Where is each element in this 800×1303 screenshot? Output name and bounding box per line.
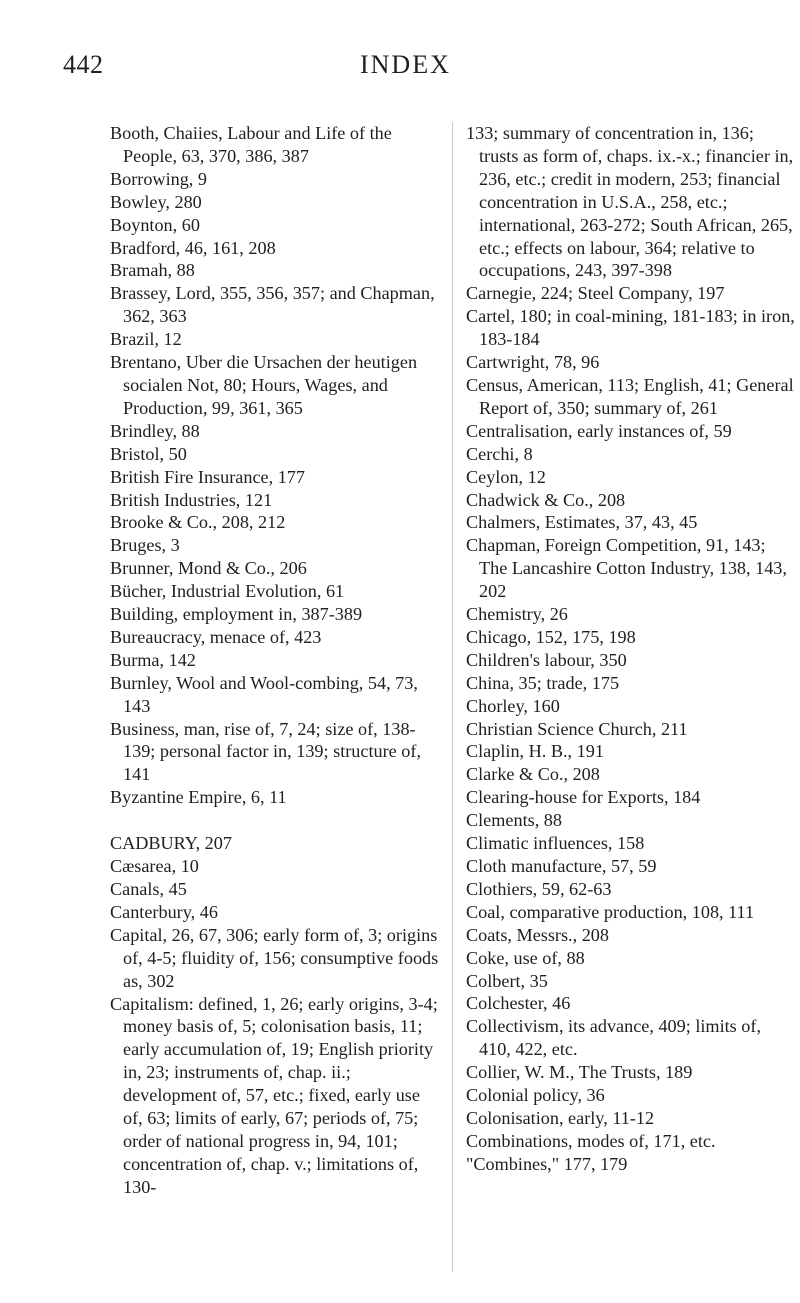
index-entry: Coke, use of, 88 xyxy=(466,947,585,968)
index-entry: Clothiers, 59, 62-63 xyxy=(466,878,612,899)
index-entry: Colonisation, early, 11-12 xyxy=(466,1107,655,1128)
index-entry: Bristol, 50 xyxy=(110,443,187,464)
index-entry: Borrowing, 9 xyxy=(110,168,207,189)
page-title: INDEX xyxy=(360,50,451,79)
index-entry: Clearing-house for Exports, 184 xyxy=(466,787,701,808)
index-entry: Brindley, 88 xyxy=(110,420,200,441)
index-entry: Claplin, H. B., 191 xyxy=(466,741,604,762)
index-entry: Bradford, 46, 161, 208 xyxy=(110,237,276,258)
index-entry: Clements, 88 xyxy=(466,810,562,831)
index-entry: Chemistry, 26 xyxy=(466,604,568,625)
index-entry: Bureaucracy, menace of, 423 xyxy=(110,626,322,647)
index-entry: Chorley, 160 xyxy=(466,695,560,716)
index-entry: Colchester, 46 xyxy=(466,993,571,1014)
index-entry: Cerchi, 8 xyxy=(466,443,533,464)
right-index-column xyxy=(466,122,800,1176)
index-entry: Chalmers, Estimates, 37, 43, 45 xyxy=(466,512,698,533)
index-entry: Capitalism: defined, 1, 26; early origins, 3-4; money basis of, 5; colonisation basis, 11; early accumulation of, 19; English priority in, 23; instruments of, chap. ii.; development of, 57, etc.; fixed, early use of, 63; limits of early, 67; periods of, 75; order of national progress in, 94, 101; concentration of, chap. v.; limitations of, 130- xyxy=(110,993,443,1197)
index-entry: Canterbury, 46 xyxy=(110,901,218,922)
index-entry: Chadwick & Co., 208 xyxy=(466,489,626,510)
index-entry: Chapman, Foreign Competition, 91, 143; The Lancashire Cotton Industry, 138, 143, 202 xyxy=(466,535,792,602)
index-entry: Brentano, Uber die Ursachen der heutigen socialen Not, 80; Hours, Wages, and Production, 99, 361, 365 xyxy=(110,352,422,418)
left-index-column xyxy=(110,122,443,1199)
index-entry: Colbert, 35 xyxy=(466,970,548,991)
index-entry: "Combines," 177, 179 xyxy=(466,1153,628,1174)
section-spacer xyxy=(110,809,440,832)
index-entry: China, 35; trade, 175 xyxy=(466,672,620,693)
index-entry: Colonial policy, 36 xyxy=(466,1085,605,1106)
index-entry: Combinations, modes of, 171, etc. xyxy=(466,1130,716,1151)
column-divider xyxy=(452,122,453,1272)
index-entry: Byzantine Empire, 6, 11 xyxy=(110,787,287,808)
index-entry: Brassey, Lord, 355, 356, 357; and Chapman, 362, 363 xyxy=(110,283,440,327)
index-entry: Brazil, 12 xyxy=(110,329,182,350)
index-entry: Bücher, Industrial Evolution, 61 xyxy=(110,581,345,602)
index-entry: Cartwright, 78, 96 xyxy=(466,352,600,373)
index-entry: CADBURY, 207 xyxy=(110,833,232,854)
index-entry: Children's labour, 350 xyxy=(466,649,627,670)
index-entry: Capital, 26, 67, 306; early form of, 3; origins of, 4-5; fluidity of, 156; consumptive foods as, 302 xyxy=(110,924,443,991)
page-number: 442 xyxy=(63,50,104,79)
index-entry: Coal, comparative production, 108, 111 xyxy=(466,901,755,922)
index-entry: Collectivism, its advance, 409; limits of, 410, 422, etc. xyxy=(466,1016,766,1060)
index-entry: Bruges, 3 xyxy=(110,535,180,556)
index-entry: Brooke & Co., 208, 212 xyxy=(110,512,286,533)
index-entry: Carnegie, 224; Steel Company, 197 xyxy=(466,283,725,304)
index-entry: Building, employment in, 387-389 xyxy=(110,604,363,625)
index-entry: Business, man, rise of, 7, 24; size of, 138-139; personal factor in, 139; structure of, 141 xyxy=(110,718,426,785)
index-entry: Burma, 142 xyxy=(110,649,196,670)
index-entry: Climatic influences, 158 xyxy=(466,833,645,854)
index-entry: Clarke & Co., 208 xyxy=(466,764,600,785)
index-entry: Collier, W. M., The Trusts, 189 xyxy=(466,1062,693,1083)
index-entry: Cartel, 180; in coal-mining, 181-183; in iron, 183-184 xyxy=(466,306,800,350)
index-entry: Chicago, 152, 175, 198 xyxy=(466,626,636,647)
index-entry: Christian Science Church, 211 xyxy=(466,718,688,739)
index-entry: Census, American, 113; English, 41; General Report of, 350; summary of, 261 xyxy=(466,374,799,418)
index-entry: British Industries, 121 xyxy=(110,489,273,510)
index-entry: Centralisation, early instances of, 59 xyxy=(466,420,732,441)
index-entry: British Fire Insurance, 177 xyxy=(110,466,305,487)
index-entry: 133; summary of concentration in, 136; trusts as form of, chaps. ix.-x.; financier in, 236, etc.; credit in modern, 253; financial concentration in U.S.A., 258, etc.; international, 263-272; South African, 265, etc.; effects on labour, 364; relative to occupations, 243, 397-398 xyxy=(466,123,798,281)
index-entry: Burnley, Wool and Wool-combing, 54, 73, 143 xyxy=(110,672,423,716)
index-entry: Coats, Messrs., 208 xyxy=(466,924,609,945)
index-entry: Bowley, 280 xyxy=(110,191,202,212)
index-entry: Bramah, 88 xyxy=(110,260,195,281)
index-entry: Booth, Chaiies, Labour and Life of the People, 63, 370, 386, 387 xyxy=(110,123,397,166)
index-entry: Brunner, Mond & Co., 206 xyxy=(110,558,307,579)
index-entry: Canals, 45 xyxy=(110,879,187,899)
index-entry: Boynton, 60 xyxy=(110,214,200,235)
index-entry: Ceylon, 12 xyxy=(466,466,546,487)
index-entry: Cæsarea, 10 xyxy=(110,856,199,877)
index-entry: Cloth manufacture, 57, 59 xyxy=(466,856,657,876)
